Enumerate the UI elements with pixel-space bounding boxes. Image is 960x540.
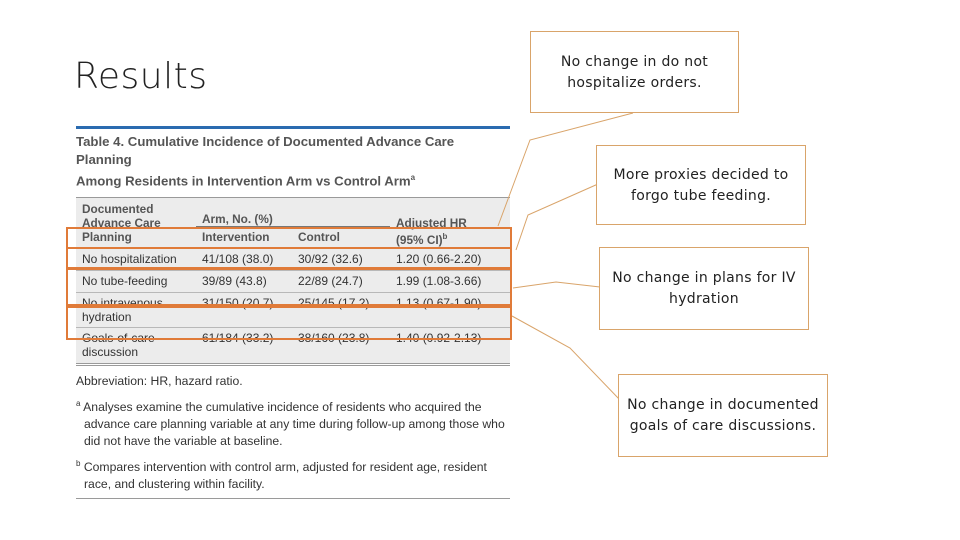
- row-label: No hospitalization: [76, 249, 196, 271]
- cell-intervention: 39/89 (43.8): [196, 271, 292, 293]
- footnote-b: $^b$ Compares intervention with control arm, adjusted for resident age, resident race, and clustering within facility.: [76, 458, 487, 492]
- cell-hr: 1.20 (0.66-2.20): [390, 249, 510, 271]
- callout-tube-feeding: More proxies decided to forgo tube feeding.: [596, 145, 806, 225]
- callout-hospitalize-orders: No change in do not hospitalize orders.: [530, 31, 739, 113]
- cell-control: 38/160 (23.8): [292, 328, 390, 363]
- abbreviation-note: Abbreviation: HR, hazard ratio.: [76, 373, 243, 388]
- cell-intervention: 61/184 (33.2): [196, 328, 292, 363]
- header-documented-acp: Documented Advance Care Planning: [82, 202, 161, 245]
- cell-control: 30/92 (32.6): [292, 249, 390, 271]
- row-label: No intravenous hydration: [76, 293, 196, 328]
- leader-line-2: [516, 184, 598, 250]
- slide-title: Results: [74, 56, 208, 97]
- header-adjusted-hr: Adjusted HR (95% CI)$^b$: [396, 216, 467, 248]
- cell-intervention: 41/108 (38.0): [196, 249, 292, 271]
- table-caption-line1: Table 4. Cumulative Incidence of Documented Advance Care Planning: [76, 134, 455, 167]
- leader-line-3: [513, 282, 600, 288]
- callout-goals-of-care: No change in documented goals of care discussions.: [618, 374, 828, 457]
- caption-footnote-mark: a: [410, 173, 416, 182]
- cell-intervention: 31/150 (20.7): [196, 293, 292, 328]
- row-label: No tube-feeding: [76, 271, 196, 293]
- cell-control: 22/89 (24.7): [292, 271, 390, 293]
- table-caption-line2: Among Residents in Intervention Arm vs Control Arm: [76, 173, 411, 189]
- cell-hr: 1.99 (1.08-3.66): [390, 271, 510, 293]
- callout-iv-hydration: No change in plans for IV hydration: [599, 247, 809, 330]
- header-control: Control: [298, 230, 340, 245]
- cell-control: 25/145 (17.2): [292, 293, 390, 328]
- footnote-a: $^a$ Analyses examine the cumulative incidence of residents who acquired the advance care planning variable at any time during follow-up among those who did not have the variable at baseline.: [76, 398, 505, 448]
- cell-hr: 1.13 (0.67-1.90): [390, 293, 510, 328]
- header-arm: Arm, No. (%): [196, 198, 390, 227]
- header-intervention: Intervention: [202, 230, 270, 245]
- row-label: Goals-of-care discussion: [76, 328, 196, 363]
- cell-hr: 1.40 (0.92-2.13): [390, 328, 510, 363]
